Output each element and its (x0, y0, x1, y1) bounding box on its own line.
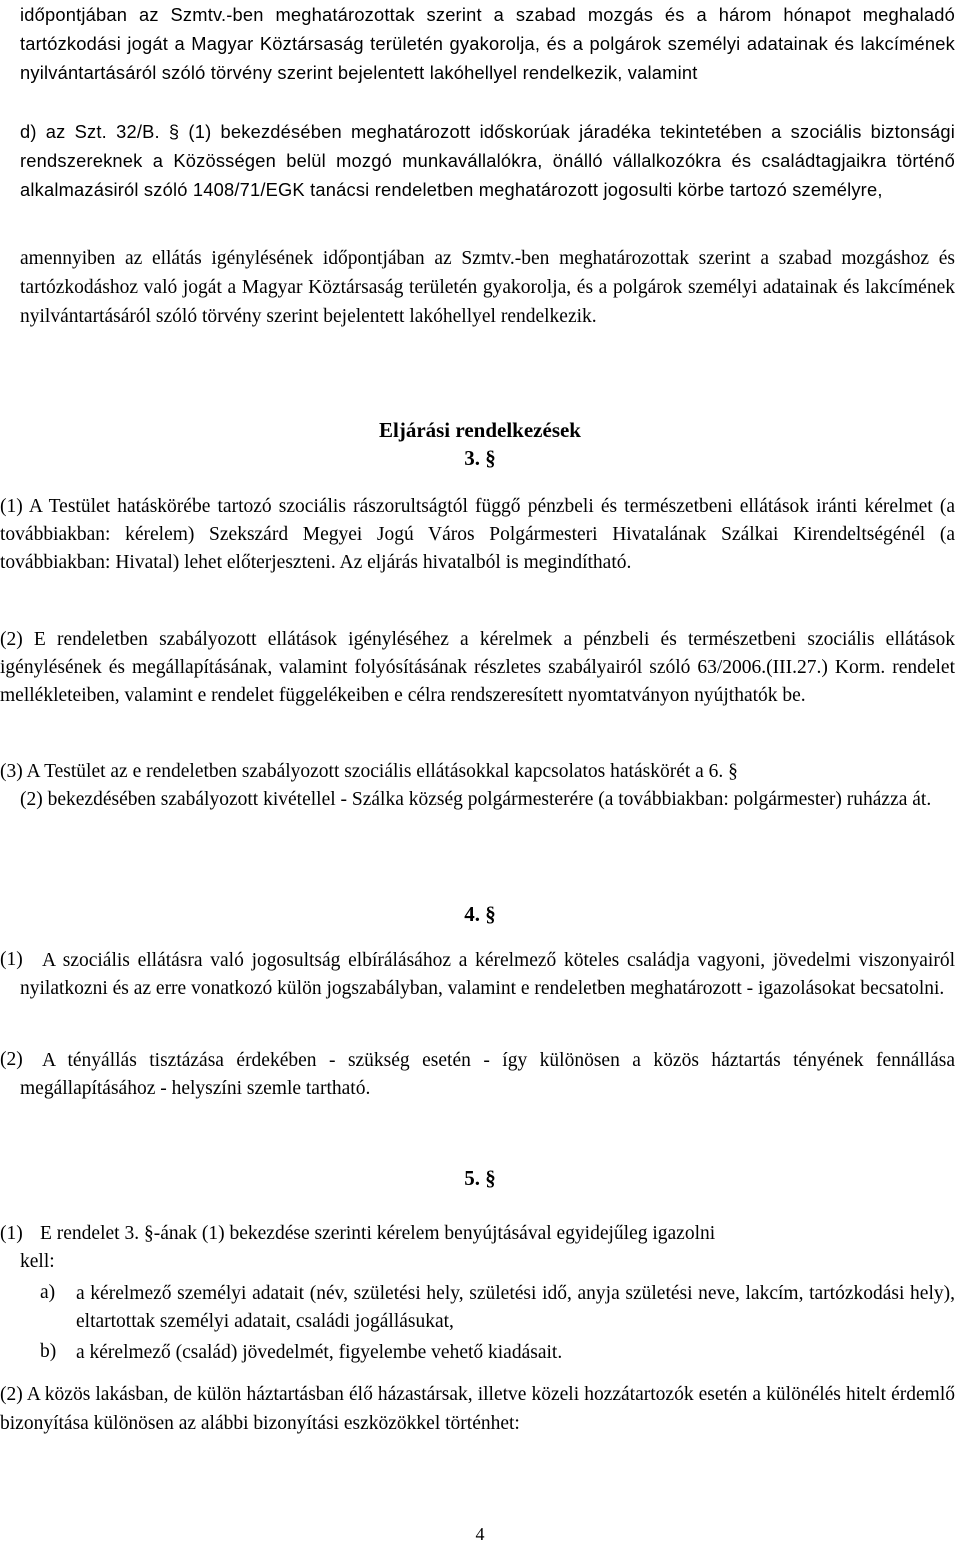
section-4-paragraph-1: A szociális ellátásra való jogosultság elbírálásához a kérelmező köteles családja vagyoni, jövedelmi viszonyairól nyilatkozni és az erre vonatkozó külön jogszabályban, valamint e rendeletben meghatározott - igazolásokat becsatolni. (20, 950, 955, 999)
intro-item-d: d) az Szt. 32/B. § (1) bekezdésében meghatározott időskorúak járadéka tekintetében a szociális biztonsági rendszereknek a Közösségen belül mozgó munkavállalókra, önálló vállalkozókra és családtagjaikra történő alkalmazásiról szóló 1408/71/EGK tanácsi rendeletben meghatározott jogosulti körbe tartozó személyre, (20, 121, 955, 200)
section-4-title: 4. § (464, 902, 496, 926)
section-5-paragraph-1-label: (1) (0, 1223, 23, 1244)
section-4-paragraph-2: A tényállás tisztázása érdekében - szükség esetén - így különösen a közös háztartás tényének fennállása megállapításához - helyszíni szemle tartható. (20, 1050, 955, 1099)
section-3-paragraph-3-line-1: (3) A Testület az e rendeletben szabályozott szociális ellátásokkal kapcsolatos hatáskörét a 6. § (0, 761, 738, 782)
intro-closing-paragraph: amennyiben az ellátás igénylésének időpontjában az Szmtv.-ben meghatározottak szerint a szabad mozgáshoz és tartózkodáshoz való jogát a Magyar Köztársaság területén gyakorolja, és a polgárok személyi adatainak és lakcímének nyilvántartásáról szóló törvény szerint bejelentett lakóhellyel rendelkezik. (20, 248, 955, 327)
section-4-paragraph-1-label: (1) (0, 949, 23, 970)
chapter-title: Eljárási rendelkezések (378, 418, 581, 442)
section-5-item-a: a kérelmező személyi adatait (név, születési hely, születési idő, anyja születési neve, lakcím, tartózkodási hely), eltartottak személyi adatait, családi jogállásukat, (76, 1283, 955, 1332)
section-5-item-b: a kérelmező (család) jövedelmét, figyelembe vehető kiadásait. (76, 1342, 563, 1363)
section-3-title: 3. § (464, 446, 496, 470)
section-5-paragraph-1-line-2: kell: (20, 1251, 55, 1272)
section-5-title: 5. § (464, 1166, 496, 1190)
section-5-item-b-label: b) (40, 1341, 57, 1362)
page-number: 4 (475, 1524, 485, 1544)
section-3-paragraph-2: (2) E rendeletben szabályozott ellátások igényléséhez a kérelmek a pénzbeli és természetbeni szociális ellátások igénylésének és megállapításának, valamint folyósításának részletes szabályairól szóló 63/2006.(III.27.) Korm. rendelet mellékleteiben, valamint e rendelet függelékeiben e célra rendszeresített nyomtatványon nyújthatók be. (0, 629, 955, 706)
section-4-paragraph-2-label: (2) (0, 1049, 23, 1070)
section-5-item-a-label: a) (40, 1282, 56, 1303)
section-5-paragraph-1-line-1: E rendelet 3. §-ának (1) bekezdése szerinti kérelem benyújtásával egyidejűleg igazolni (40, 1223, 716, 1244)
section-3-paragraph-1: (1) A Testület hatáskörébe tartozó szociális rászorultságtól függő pénzbeli és természetbeni ellátások iránti kérelmet (a továbbiakban: kérelem) Szekszárd Megyei Jogú Város Polgármesteri Hivatalának Szálkai Kirendeltségénél (a továbbiakban: Hivatal) lehet előterjeszteni. Az eljárás hivatalból is megindítható. (0, 496, 955, 573)
intro-paragraph: időpontjában az Szmtv.-ben meghatározottak szerint a szabad mozgás és a három hónapot meghaladó tartózkodási jogát a Magyar Köztársaság területén gyakorolja, és a polgárok személyi adatainak és lakcímének nyilvántartásáról szóló törvény szerint bejelentett lakóhellyel rendelkezik, valamint (20, 4, 955, 83)
section-3-paragraph-3: (2) bekezdésében szabályozott kivétellel - Szálka község polgármesterére (a továbbiakban: polgármester) ruházza át. (20, 789, 932, 810)
section-5-paragraph-2: (2) A közös lakásban, de külön háztartásban élő házastársak, illetve közeli hozzátartozók esetén a különélés hitelt érdemlő bizonyítása különösen az alábbi bizonyítási eszközökkel történhet: (0, 1384, 955, 1434)
